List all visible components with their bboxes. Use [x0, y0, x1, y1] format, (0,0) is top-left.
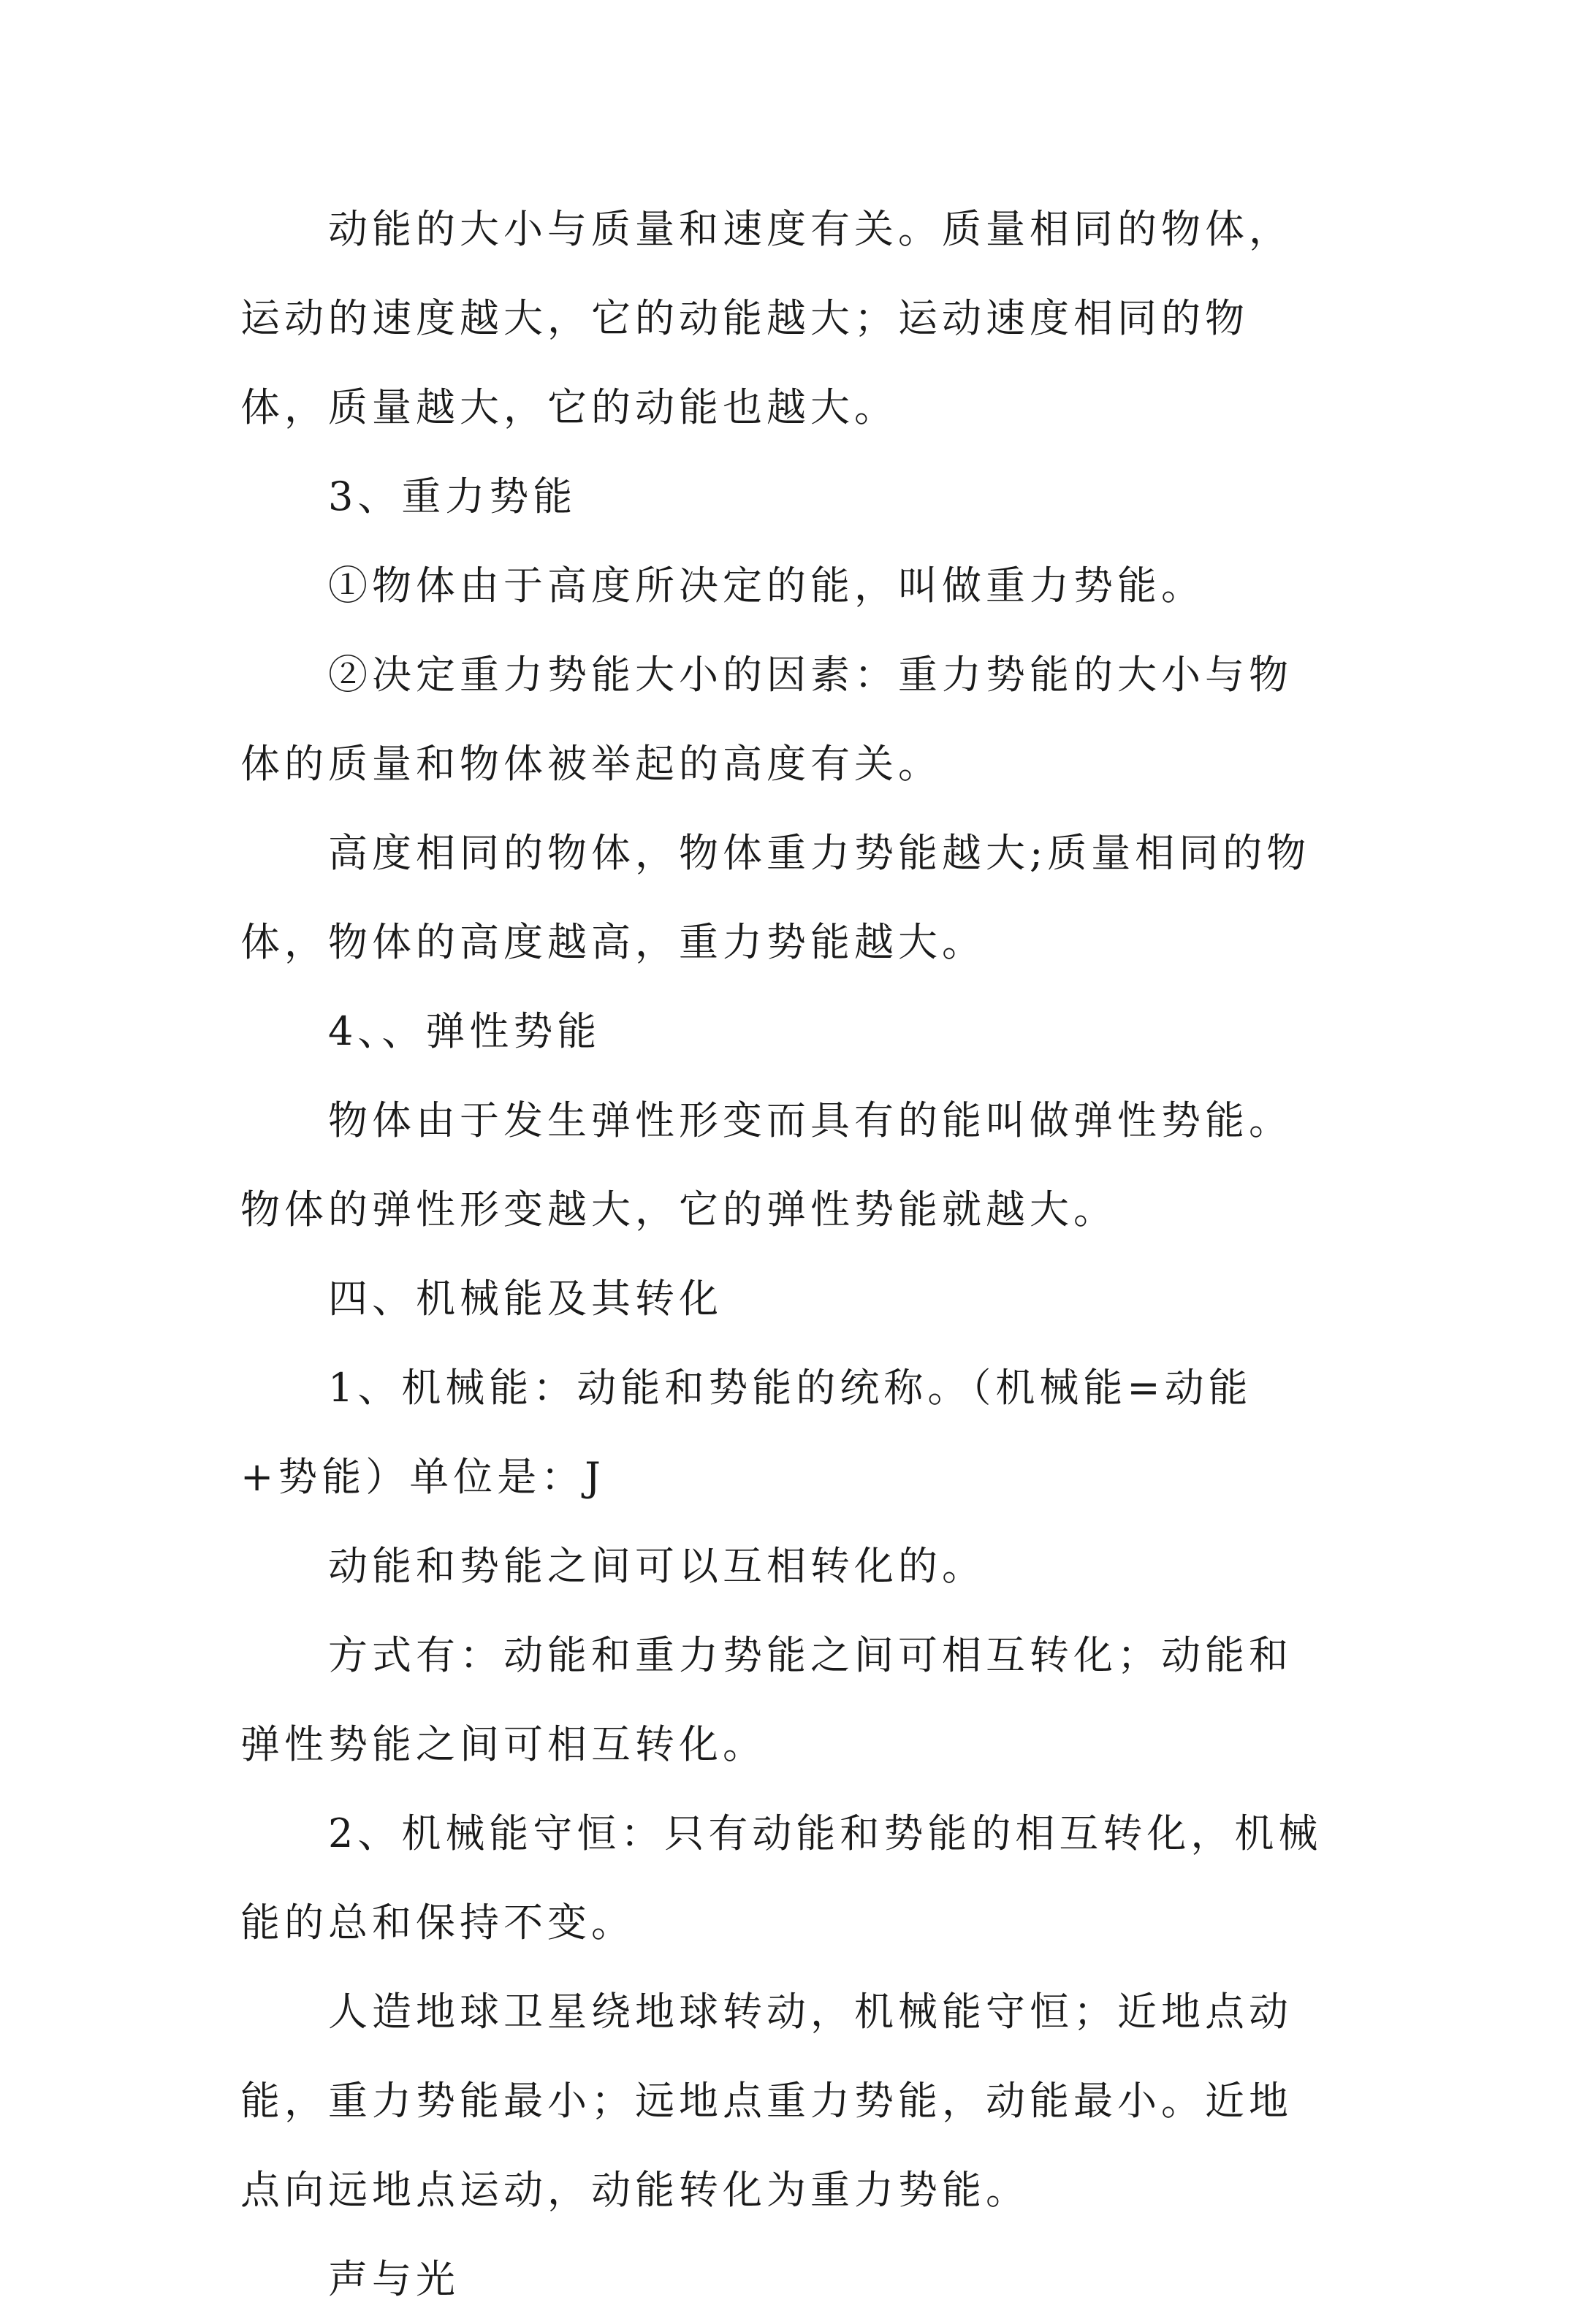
- paragraph-energy-conversion: 动能和势能之间可以互相转化的。: [328, 1543, 986, 1589]
- heading-gravitational-potential-energy: 3、重力势能: [328, 473, 577, 519]
- paragraph-conversion-methods: 方式有：动能和重力势能之间可相互转化；动能和弹性势能之间可相互转化。: [240, 1632, 1293, 1767]
- paragraph-gpe-comparison: 高度相同的物体，物体重力势能越大;质量相同的物体，物体的高度越高，重力势能越大。: [240, 830, 1311, 965]
- paragraph-satellite-example: 人造地球卫星绕地球转动，机械能守恒；近地点动能，重力势能最小；远地点重力势能，动能最小。近地点向远地点运动，动能转化为重力势能。: [240, 1989, 1293, 2213]
- document-body: [240, 185, 1329, 2324]
- paragraph-kinetic-energy-factors: 动能的大小与质量和速度有关。质量相同的物体，运动的速度越大，它的动能越大；运动速度相同的物体，质量越大，它的动能也越大。: [240, 206, 1293, 430]
- paragraph-mechanical-energy-definition: 1、机械能：动能和势能的统称。（机械能=动能+势能）单位是：J: [240, 1365, 1252, 1500]
- paragraph-gpe-factors: ②决定重力势能大小的因素：重力势能的大小与物体的质量和物体被举起的高度有关。: [240, 652, 1293, 787]
- paragraph-elastic-definition: 物体由于发生弹性形变而具有的能叫做弹性势能。物体的弹性形变越大，它的弹性势能就越大。: [240, 1097, 1293, 1233]
- heading-elastic-potential-energy: 4、、弹性势能: [328, 1008, 601, 1054]
- paragraph-gpe-definition: ①物体由于高度所决定的能，叫做重力势能。: [328, 563, 1205, 609]
- paragraph-conservation: 2、机械能守恒：只有动能和势能的相互转化，机械能的总和保持不变。: [240, 1810, 1323, 1946]
- heading-mechanical-energy: 四、机械能及其转化: [328, 1276, 723, 1322]
- heading-sound-and-light: 声与光: [328, 2256, 460, 2302]
